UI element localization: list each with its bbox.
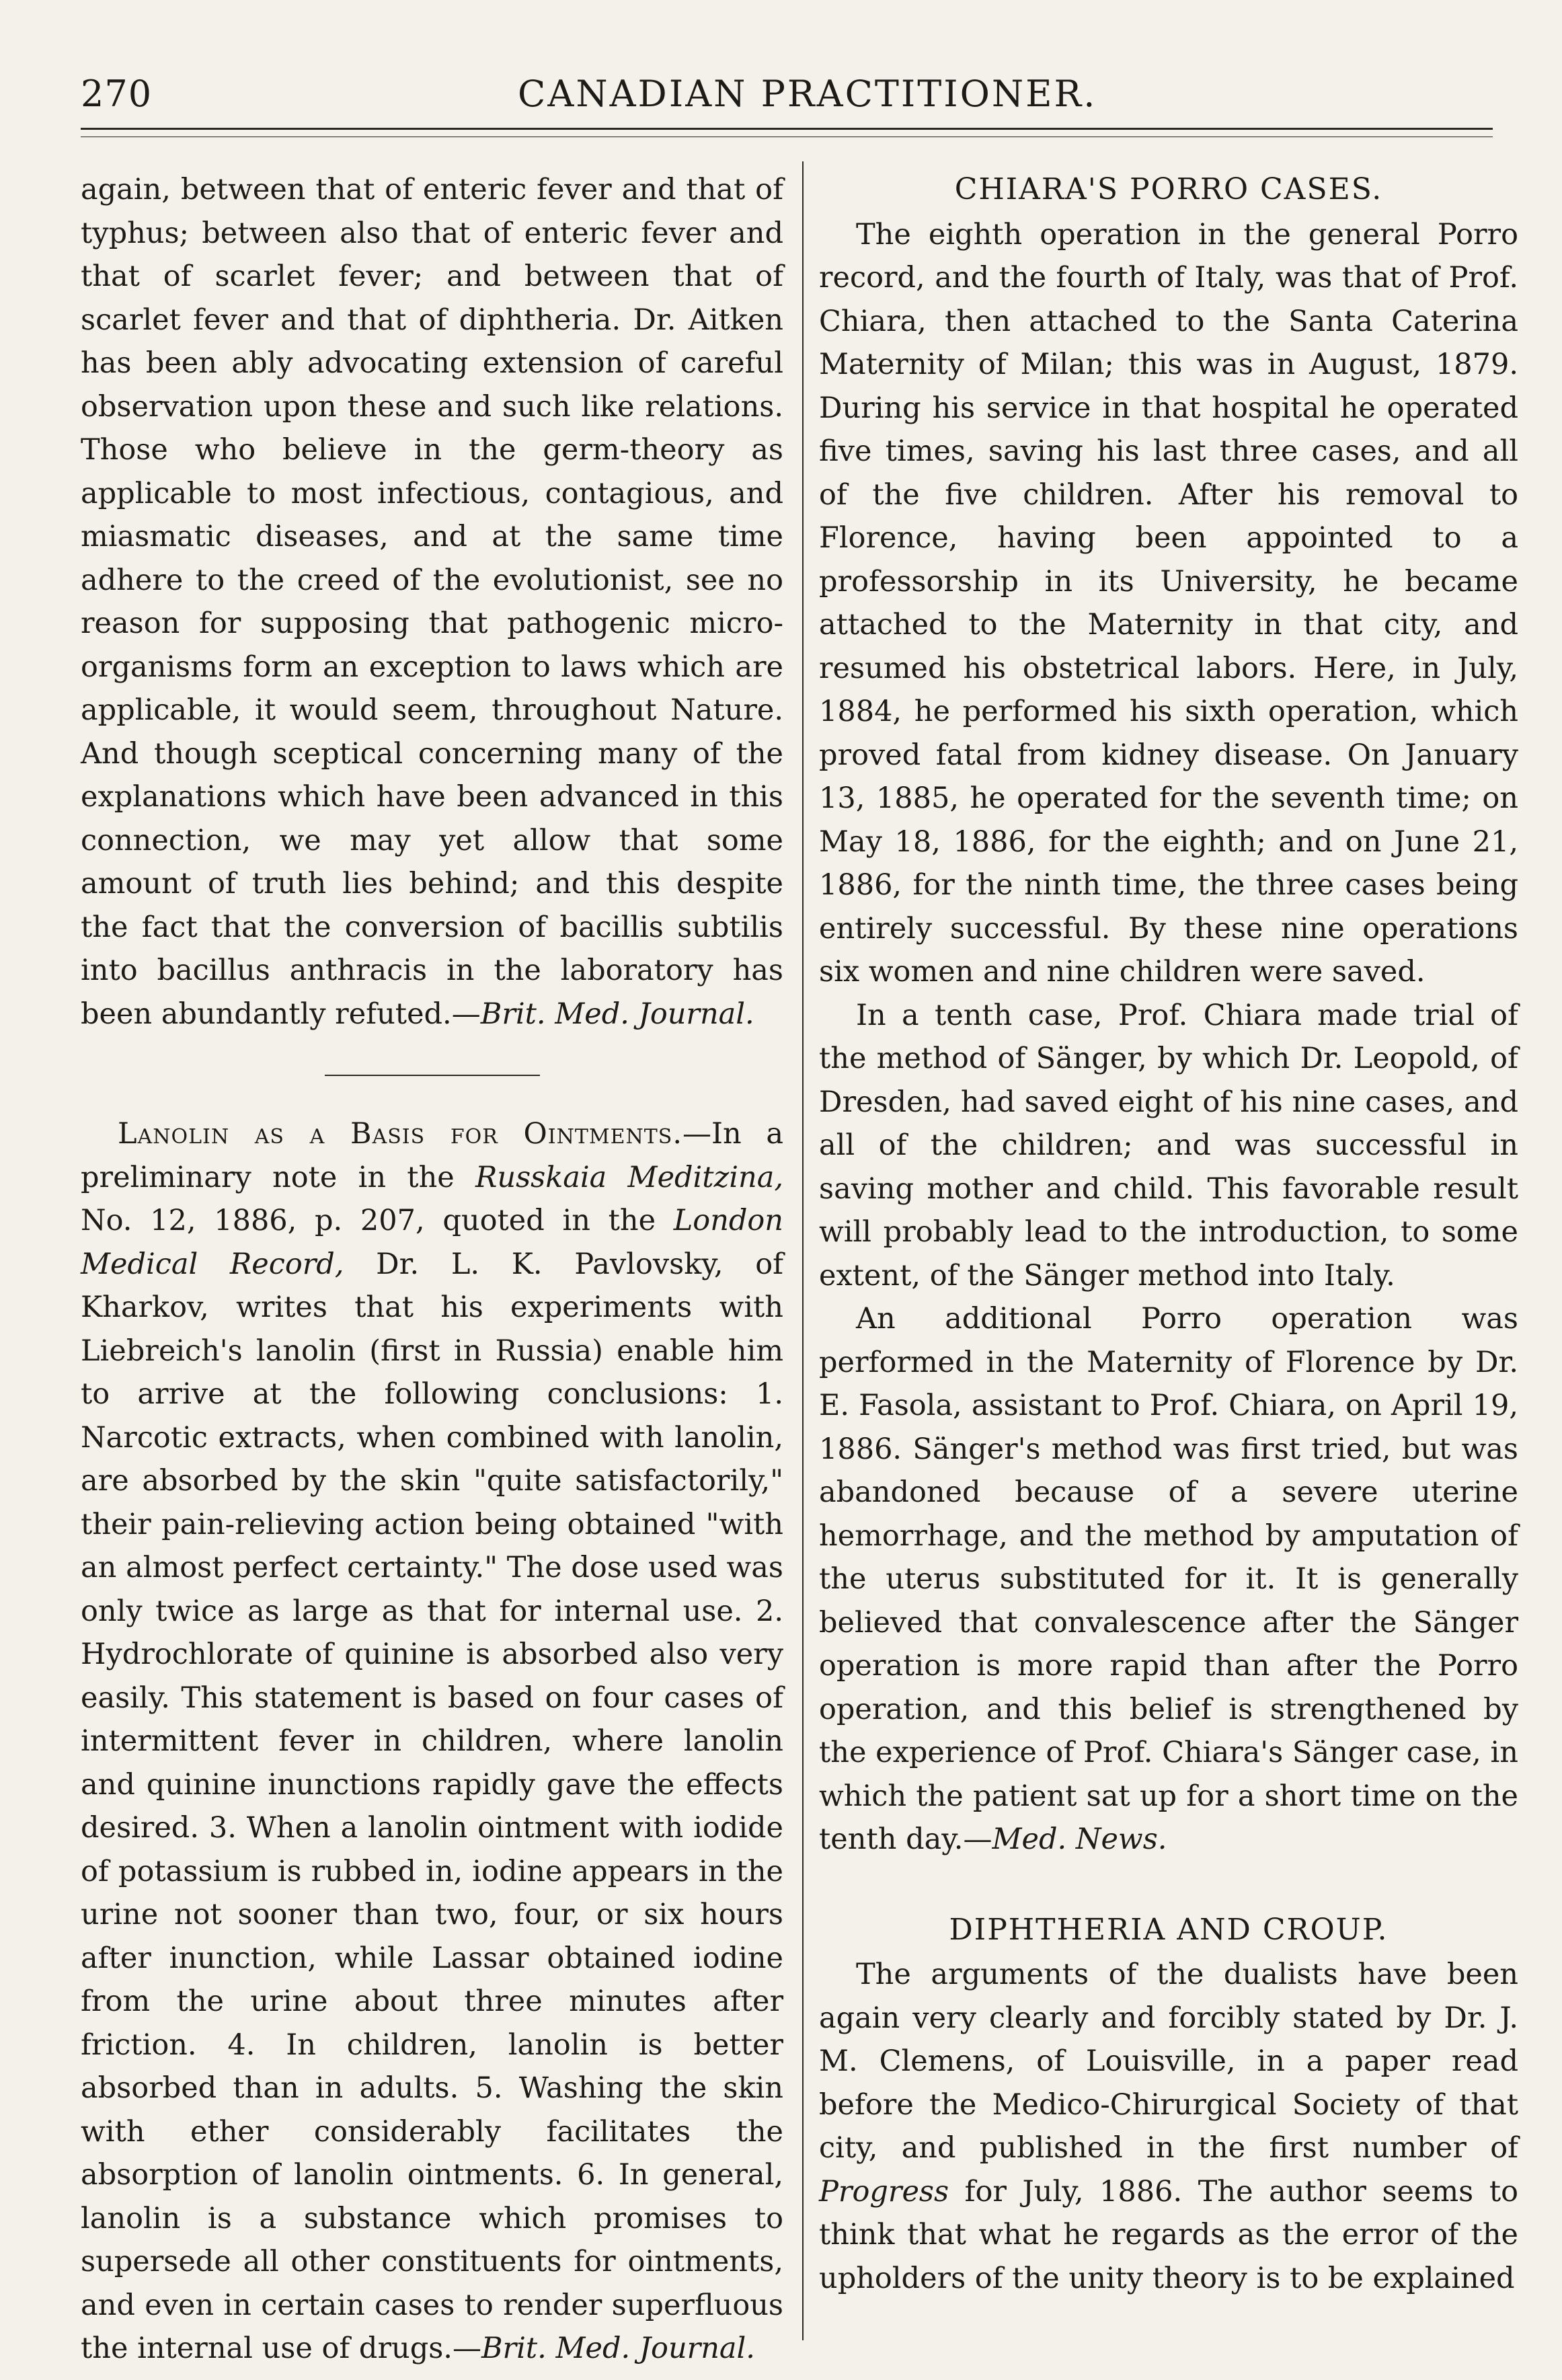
lanolin-title: Lanolin as a Basis for Ointments. (118, 1117, 683, 1151)
right-column (819, 168, 1518, 2300)
page-header (81, 52, 1493, 113)
left-column (81, 168, 783, 2371)
running-title: CANADIAN PRACTITIONER. (518, 73, 1097, 115)
chiara-heading: CHIARA'S PORRO CASES. (954, 172, 1383, 206)
lanolin-article (81, 1112, 783, 2371)
chiara-paragraph-2: In a tenth case, Prof. Chiara made trial of the method of Sänger, by which Dr. Leopold, of Dresden, had saved eight of his nine cases, and all of the children; and was successful in saving mother and child. This favorable result will probably lead to the introduction, to some extent, of the Sänger method into Italy. (819, 998, 1518, 1293)
journal-london: London Medical Record, (81, 1204, 783, 1281)
continuation-text: again, between that of enteric fever and that of typhus; between also that of enteric fever and that of scarlet fever; and between that of scarlet fever and that of diphtheria. Dr. Aitken has been ably advocating extension of careful observation upon these and such like relations. Those who believe in the germ-theory as applicable to most infectious, contagious, and miasmatic diseases, and at the same time adhere to the creed of the evolutionist, see no reason for supposing that pathogenic micro-organisms form an exception to laws which are applicable, it would seem, throughout Nature. And though sceptical concerning many of the explanations which have been advanced in this connection, we may yet allow that some amount of truth lies behind; and this despite the fact that the conversion of bacillis subtilis into bacillus anthracis in the laboratory has been abundantly refuted.— (81, 173, 783, 1031)
section-divider (325, 1075, 540, 1076)
chiara-paragraph-1: The eighth operation in the general Porro record, and the fourth of Italy, was that of Prof. Chiara, then attached to the Santa Caterina Maternity of Milan; this was in August, 1879. During his service in that hospital he operated five times, saving his last three cases, and all of the five children. After his removal to Florence, having been appointed to a professorship in its University, he became attached to the Maternity in that city, and resumed his obstetrical labors. Here, in July, 1884, he performed his sixth operation, which proved fatal from kidney disease. On January 13, 1885, he operated for the seventh time; on May 18, 1886, for the eighth; and on June 21, 1886, for the ninth time, the three cases being entirely successful. By these nine operations six women and nine children were saved. (819, 217, 1518, 989)
lanolin-text-c: Dr. L. K. Pavlovsky, of Kharkov, writes that his experiments with Liebreich's lanolin (first in Russia) enable him to arrive at the following conclusions: 1. Narcotic extracts, when combined with lanolin, are absorbed by the skin "quite satisfactorily," their pain-relieving action being obtained "with an almost perfect certainty." The dose used was only twice as large as that for internal use. 2. Hydrochlorate of quinine is absorbed also very easily. This statement is based on four cases of intermittent fever in children, where lanolin and quinine inunctions rapidly gave the effects desired. 3. When a lanolin ointment with iodide of potassium is rubbed in, iodine appears in the urine not sooner than two, four, or six hours after inunction, while Lassar obtained iodine from the urine about three minutes after friction. 4. In children, lanolin is better absorbed than in adults. 5. Washing the skin with ether considerably facilitates the absorption of lanolin ointments. 6. In general, lanolin is a substance which promises to supersede all other constituents for ointments, and even in certain cases to render superfluous the internal use of drugs.— (81, 1247, 783, 2365)
diphtheria-heading: DIPHTHERIA AND CROUP. (949, 1912, 1389, 1947)
chiara-paragraph-3 (819, 1297, 1518, 1861)
article-continuation (81, 168, 783, 1036)
continuation-source: Brit. Med. Journal. (480, 997, 754, 1031)
journal-progress: Progress (819, 2174, 949, 2209)
journal-russkaia: Russkaia Meditzina, (475, 1160, 783, 1194)
diphtheria-paragraph (819, 1953, 1518, 2300)
chiara-source: Med. News. (992, 1822, 1167, 1856)
lanolin-text-b: No. 12, 1886, p. 207, quoted in the (81, 1204, 674, 1237)
diph-text-a: The arguments of the dualists have been again very clearly and forcibly stated by Dr. J. M. Clemens, of Louisville, in a paper read before the Medico-Chirurgical Society of that city, and published in the first number of (819, 1958, 1518, 2165)
lanolin-text-a: —In a preliminary note in the (81, 1117, 784, 1194)
header-rule (81, 128, 1493, 130)
page-number: 270 (81, 73, 153, 115)
diph-text-b: for July, 1886. The author seems to think that what he regards as the error of the upholders of the unity theory is to be explained (819, 2174, 1518, 2295)
lanolin-source: Brit. Med. Journal. (481, 2332, 755, 2365)
column-divider (802, 161, 804, 2340)
chiara-text-3: An additional Porro operation was performed in the Maternity of Florence by Dr. E. Fasola, assistant to Prof. Chiara, on April 19, 1886. Sänger's method was first tried, but was abandoned because of a severe uterine hemorrhage, and the method by amputation of the uterus substituted for it. It is generally believed that convalescence after the Sänger operation is more rapid than after the Porro operation, and this belief is strengthened by the experience of Prof. Chiara's Sänger case, in which the patient sat up for a short time on the tenth day.— (819, 1302, 1518, 1856)
